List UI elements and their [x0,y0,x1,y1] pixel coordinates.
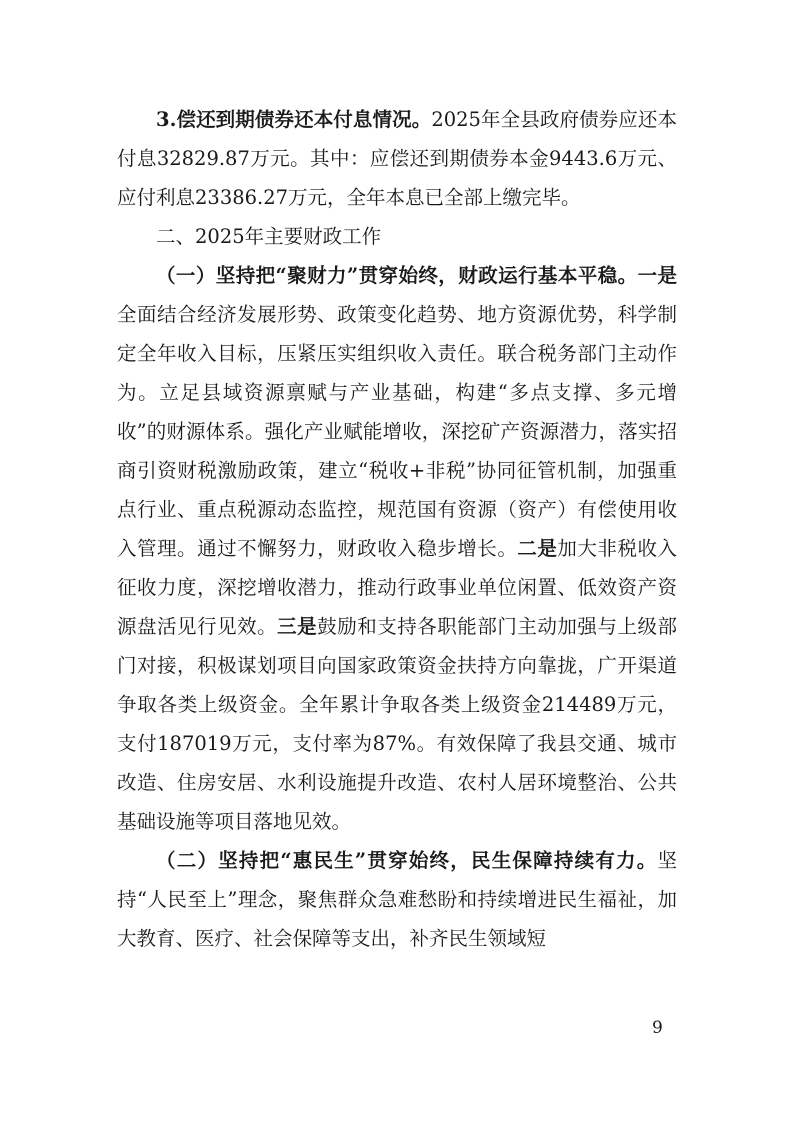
point-text: 鼓励和支持各职能部门主动加强与上级部门对接，积极谋划项目向国家政策资金扶持方向靠拢，广开渠道争取各类上级资金。全年累计争取各类上级资金214489万元，支付187019万元，支付率为87%。有效保障了我县交通、城市改造、住房安居、水利设施提升改造、农村人居环境整治、公共基础设施等项目落地见效。 [117,615,677,833]
point-marker: 三是 [277,615,318,638]
point-marker: 二是 [517,537,558,560]
section-heading: 二、2025年主要财政工作 [156,225,382,248]
paragraph-heading: 3.偿还到期债券还本付息情况。 [156,108,432,131]
point-text: 加大非税收入征收力度，深挖增收潜力，推动行政事业单位闲置、低效资产资源盘活见行见效。 [117,537,677,638]
point-text: 全面结合经济发展形势、政策变化趋势、地方资源优势，科学制定全年收入目标，压紧压实组织收入责任。联合税务部门主动作为。立足县域资源禀赋与产业基础，构建“多点支撑、多元增收”的财源体系。强化产业赋能增收，深挖矿产资源潜力，落实招商引资财税激励政策，建立“税收+非税”协同征管机制，加强重点行业、重点税源动态监控，规范国有资源（资产）有偿使用收入管理。通过不懈努力，财政收入稳步增长。 [117,303,677,560]
paragraph-debt-repayment [117,100,677,217]
paragraph-livelihood [117,841,677,958]
page-number: 9 [652,1018,663,1038]
point-marker: 一是 [637,264,677,287]
paragraph-text: 2025年全县政府债券应还本付息32829.87万元。其中：应偿还到期债券本金9443.6万元、应付利息23386.27万元，全年本息已全部上缴完毕。 [117,108,677,209]
paragraph-revenue [117,256,677,841]
subsection-heading: （二）坚持把“惠民生”贯穿始终，民生保障持续有力。 [156,849,658,872]
paragraph-text: 坚持“人民至上”理念，聚焦群众急难愁盼和持续增进民生福祉，加大教育、医疗、社会保障等支出，补齐民生领域短 [117,849,677,950]
subsection-heading: （一）坚持把“聚财力”贯穿始终，财政运行基本平稳。 [156,264,638,287]
document-body [117,100,677,958]
